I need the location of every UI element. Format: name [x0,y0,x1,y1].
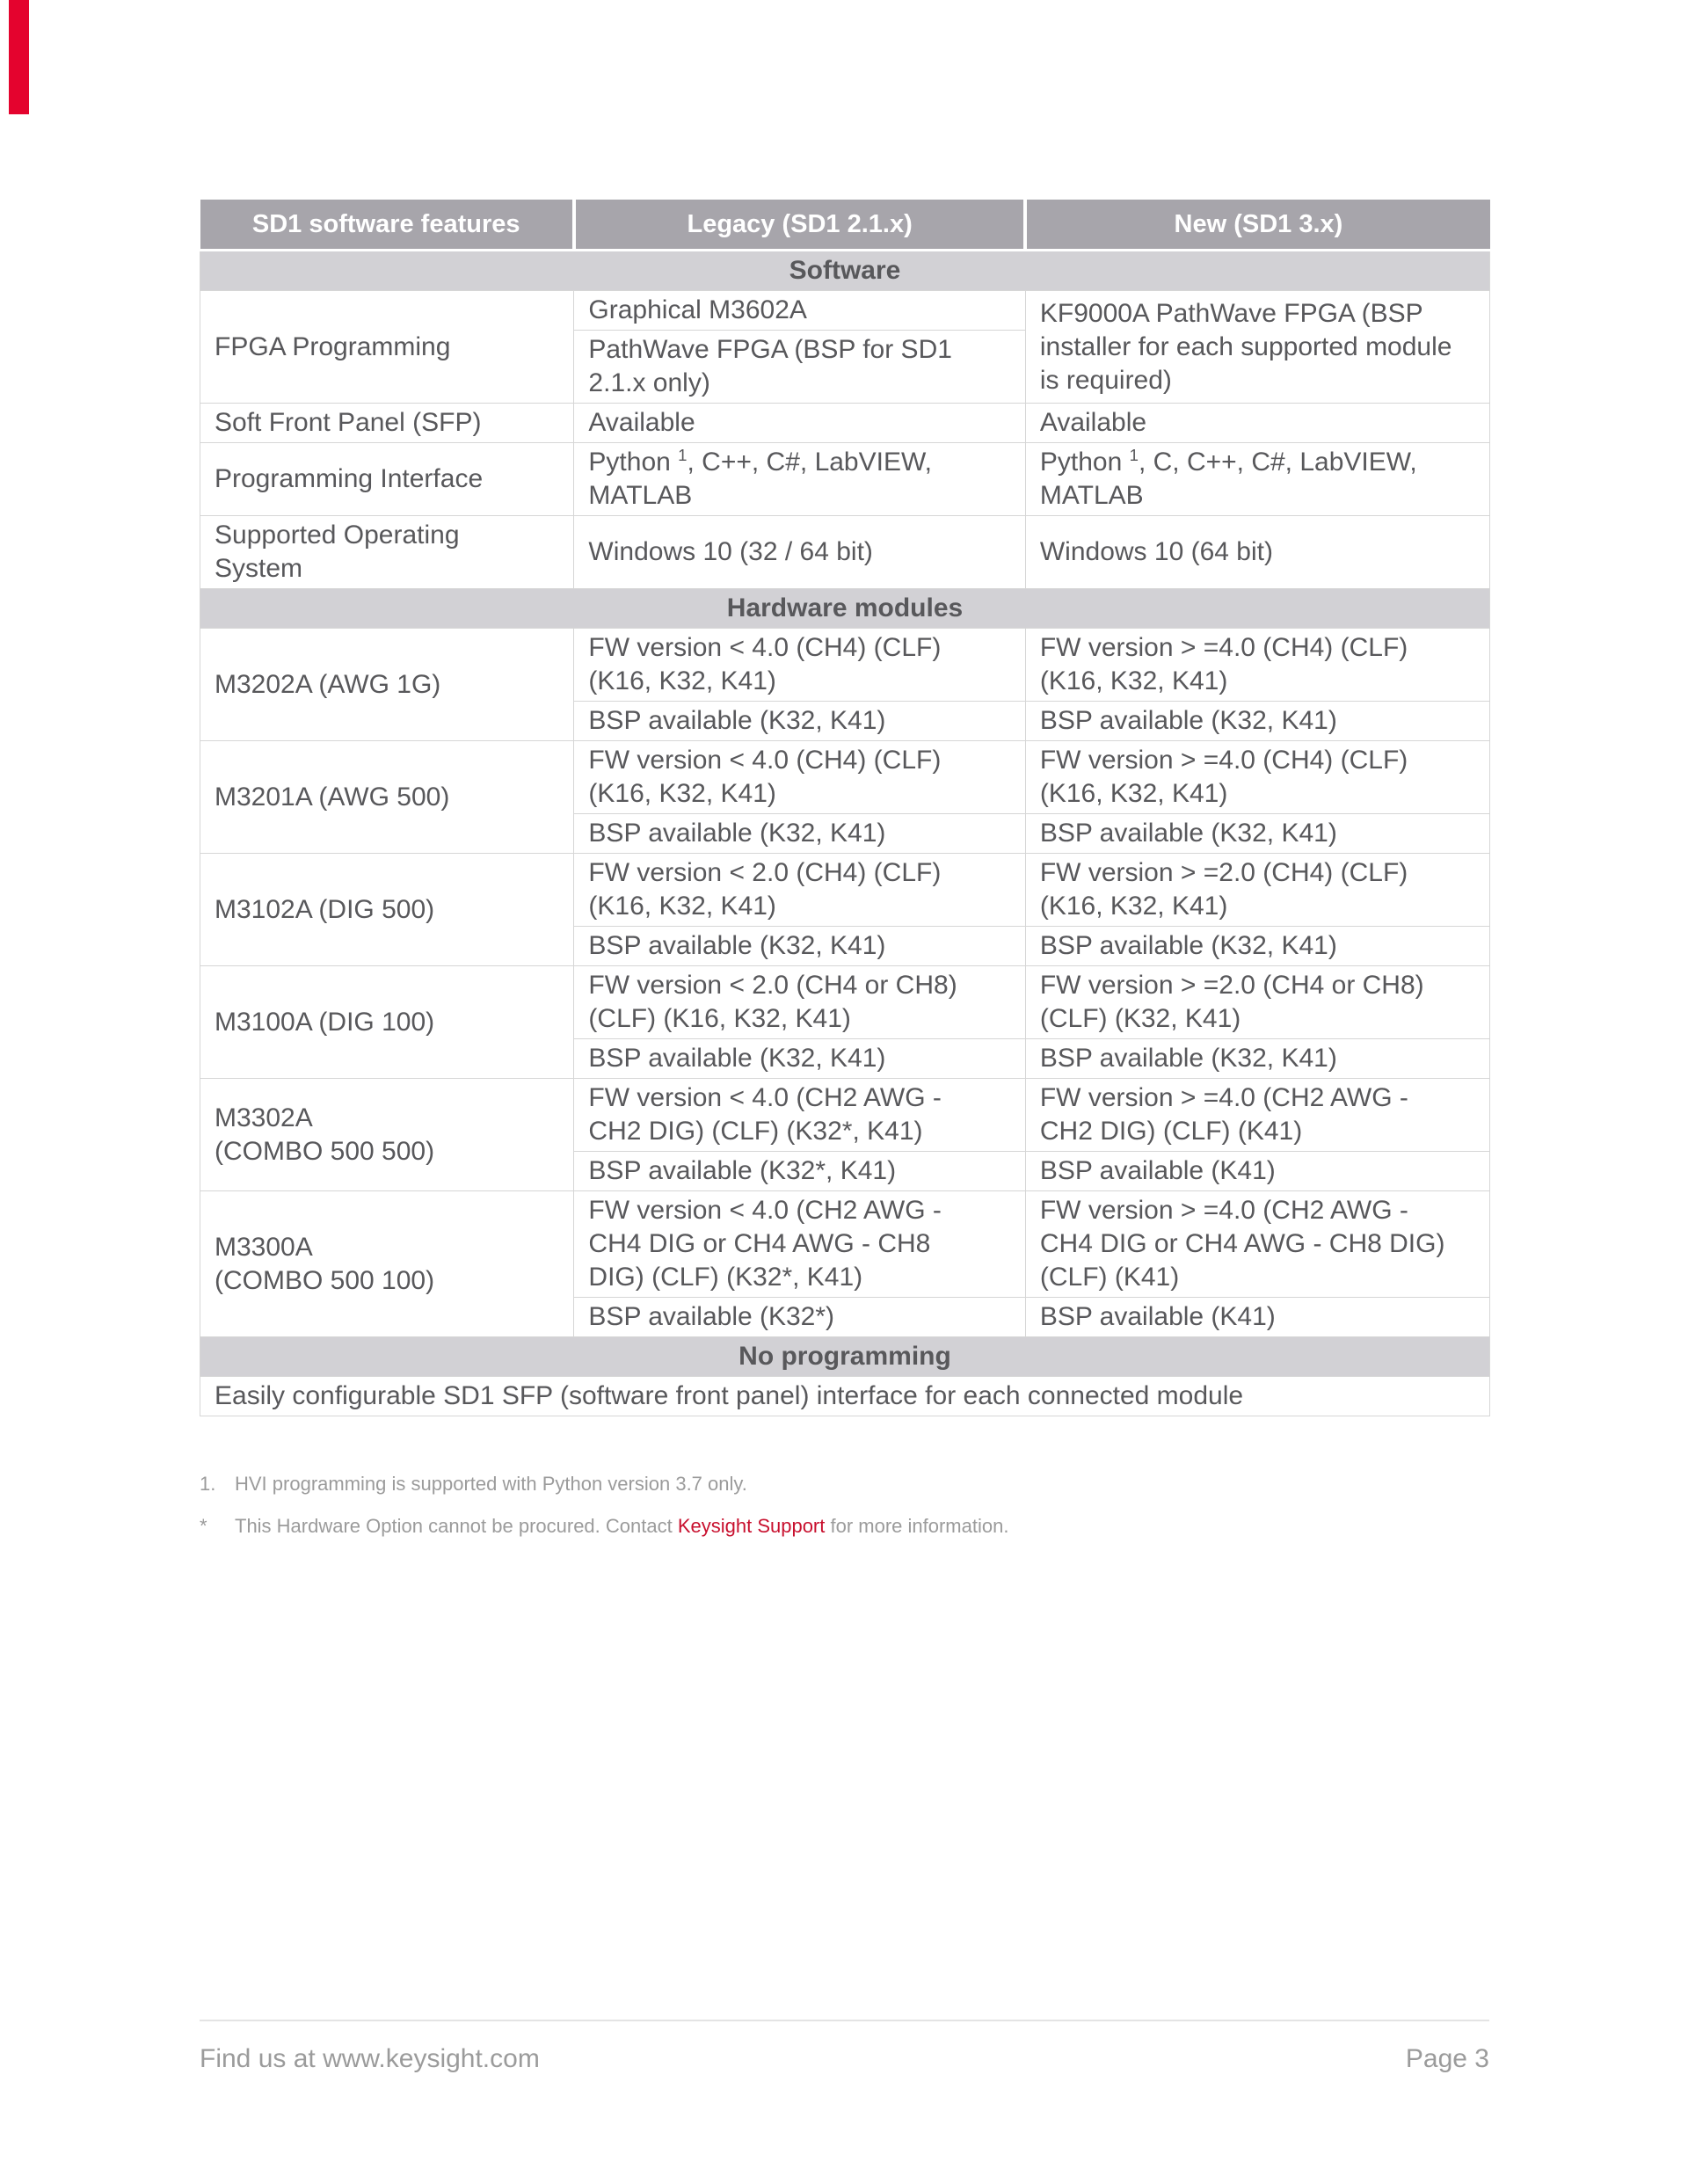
footer-left-prefix: Find us at [200,2044,324,2073]
fpga-legacy-option2-cell: PathWave FPGA (BSP for SD1 2.1.x only) [574,331,1025,404]
table-header-row [200,200,1490,251]
m3202a-new-fw-cell: FW version > =4.0 (CH4) (CLF) (K16, K32, K41) [1025,629,1489,702]
m3100a-new-fw-cell: FW version > =2.0 (CH4 or CH8) (CLF) (K32, K41) [1025,966,1489,1039]
page-footer [200,2020,1489,2074]
footnotes [200,1471,1490,1540]
keysight-url[interactable]: www.keysight.com [323,2044,540,2073]
m3300a-legacy-fw-cell: FW version < 4.0 (CH2 AWG - CH4 DIG or CH4 AWG - CH8 DIG) (CLF) (K32*, K41) [574,1191,1025,1298]
table-row-m3100a [200,966,1490,1039]
section-row-hardware [200,589,1490,629]
m3202a-legacy-fw-cell: FW version < 4.0 (CH4) (CLF) (K16, K32, K41) [574,629,1025,702]
m3100a-legacy-fw-cell: FW version < 2.0 (CH4 or CH8) (CLF) (K16, K32, K41) [574,966,1025,1039]
m3202a-legacy-bsp-cell: BSP available (K32, K41) [574,702,1025,741]
table-row-fpga [200,291,1490,331]
m3102a-new-fw-cell: FW version > =2.0 (CH4) (CLF) (K16, K32, K41) [1025,854,1489,927]
sd1-comparison-table [200,200,1490,1416]
table-row-os [200,516,1490,589]
table-row-m3102a [200,854,1490,927]
new-languages-text: , C, C++, C#, LabVIEW, MATLAB [1039,448,1417,510]
m3300a-legacy-bsp-cell: BSP available (K32*) [574,1298,1025,1337]
footnote-asterisk [200,1513,1490,1540]
fpga-new-cell: KF9000A PathWave FPGA (BSP installer for each supported module is required) [1025,291,1489,404]
m3202a-new-bsp-cell: BSP available (K32, K41) [1025,702,1489,741]
table-row-m3300a [200,1191,1490,1298]
footnote-1-ref: 1 [1129,446,1139,464]
m3100a-legacy-bsp-cell: BSP available (K32, K41) [574,1039,1025,1079]
page-content [200,200,1490,1555]
section-header-hardware-modules: Hardware modules [200,589,1490,629]
table-row-programming-interface [200,443,1490,516]
section-header-software: Software [200,251,1490,291]
m3302a-new-bsp-cell: BSP available (K41) [1025,1152,1489,1191]
table-row-m3302a [200,1079,1490,1152]
m3302a-legacy-fw-cell: FW version < 4.0 (CH2 AWG - CH2 DIG) (CLF) (K32*, K41) [574,1079,1025,1152]
module-name-cell-m3302a: M3302A (COMBO 500 500) [200,1079,574,1191]
table-row-no-programming [200,1377,1490,1416]
legacy-languages-text: , C++, C#, LabVIEW, MATLAB [588,448,932,510]
sfp-new-cell: Available [1025,404,1489,443]
footnote-1-text: HVI programming is supported with Python version 3.7 only. [235,1473,747,1495]
programming-interface-legacy-cell [574,443,1025,516]
m3201a-new-bsp-cell: BSP available (K32, K41) [1025,814,1489,854]
column-header-features: SD1 software features [200,200,574,251]
table-row-m3202a [200,629,1490,702]
module-name-cell-m3201a: M3201A (AWG 500) [200,741,574,854]
section-row-no-programming [200,1337,1490,1377]
footnote-1-marker: 1. [200,1473,216,1495]
table-row-m3201a [200,741,1490,814]
column-header-legacy: Legacy (SD1 2.1.x) [574,200,1025,251]
m3201a-legacy-fw-cell: FW version < 4.0 (CH4) (CLF) (K16, K32, K41) [574,741,1025,814]
feature-cell-programming-interface: Programming Interface [200,443,574,516]
section-row-software [200,251,1490,291]
footnote-asterisk-text [235,1513,1008,1540]
m3302a-legacy-bsp-cell: BSP available (K32*, K41) [574,1152,1025,1191]
feature-cell-fpga: FPGA Programming [200,291,574,404]
m3300a-new-bsp-cell: BSP available (K41) [1025,1298,1489,1337]
feature-cell-sfp: Soft Front Panel (SFP) [200,404,574,443]
module-name-cell-m3300a: M3300A (COMBO 500 100) [200,1191,574,1337]
programming-interface-new-cell [1025,443,1489,516]
m3302a-new-fw-cell: FW version > =4.0 (CH2 AWG - CH2 DIG) (CLF) (K41) [1025,1079,1489,1152]
module-name-cell-m3100a: M3100A (DIG 100) [200,966,574,1079]
m3201a-new-fw-cell: FW version > =4.0 (CH4) (CLF) (K16, K32, K41) [1025,741,1489,814]
footnote-text-after: for more information. [825,1515,1009,1537]
sfp-legacy-cell: Available [574,404,1025,443]
page-number: Page 3 [1405,2044,1489,2073]
new-languages-text: Python [1039,448,1130,477]
footer-left [200,2044,540,2074]
footnote-1 [200,1471,1490,1497]
legacy-languages-text: Python [588,448,679,477]
column-header-new: New (SD1 3.x) [1025,200,1489,251]
footnote-1-ref: 1 [678,446,688,464]
section-header-no-programming: No programming [200,1337,1490,1377]
m3102a-legacy-fw-cell: FW version < 2.0 (CH4) (CLF) (K16, K32, K41) [574,854,1025,927]
m3100a-new-bsp-cell: BSP available (K32, K41) [1025,1039,1489,1079]
m3300a-new-fw-cell: FW version > =4.0 (CH2 AWG - CH4 DIG or CH4 AWG - CH8 DIG) (CLF) (K41) [1025,1191,1489,1298]
brand-red-bar [9,0,29,114]
os-legacy-cell: Windows 10 (32 / 64 bit) [574,516,1025,589]
module-name-cell-m3102a: M3102A (DIG 500) [200,854,574,966]
no-programming-description-cell: Easily configurable SD1 SFP (software front panel) interface for each connected module [200,1377,1490,1416]
keysight-support-link[interactable]: Keysight Support [677,1515,826,1537]
m3201a-legacy-bsp-cell: BSP available (K32, K41) [574,814,1025,854]
os-new-cell: Windows 10 (64 bit) [1025,516,1489,589]
table-row-sfp [200,404,1490,443]
m3102a-legacy-bsp-cell: BSP available (K32, K41) [574,927,1025,966]
module-name-cell-m3202a: M3202A (AWG 1G) [200,629,574,741]
fpga-legacy-option1-cell: Graphical M3602A [574,291,1025,331]
feature-cell-os: Supported Operating System [200,516,574,589]
footnote-text-before: This Hardware Option cannot be procured. Contact [235,1515,678,1537]
footnote-asterisk-marker: * [200,1515,207,1537]
m3102a-new-bsp-cell: BSP available (K32, K41) [1025,927,1489,966]
